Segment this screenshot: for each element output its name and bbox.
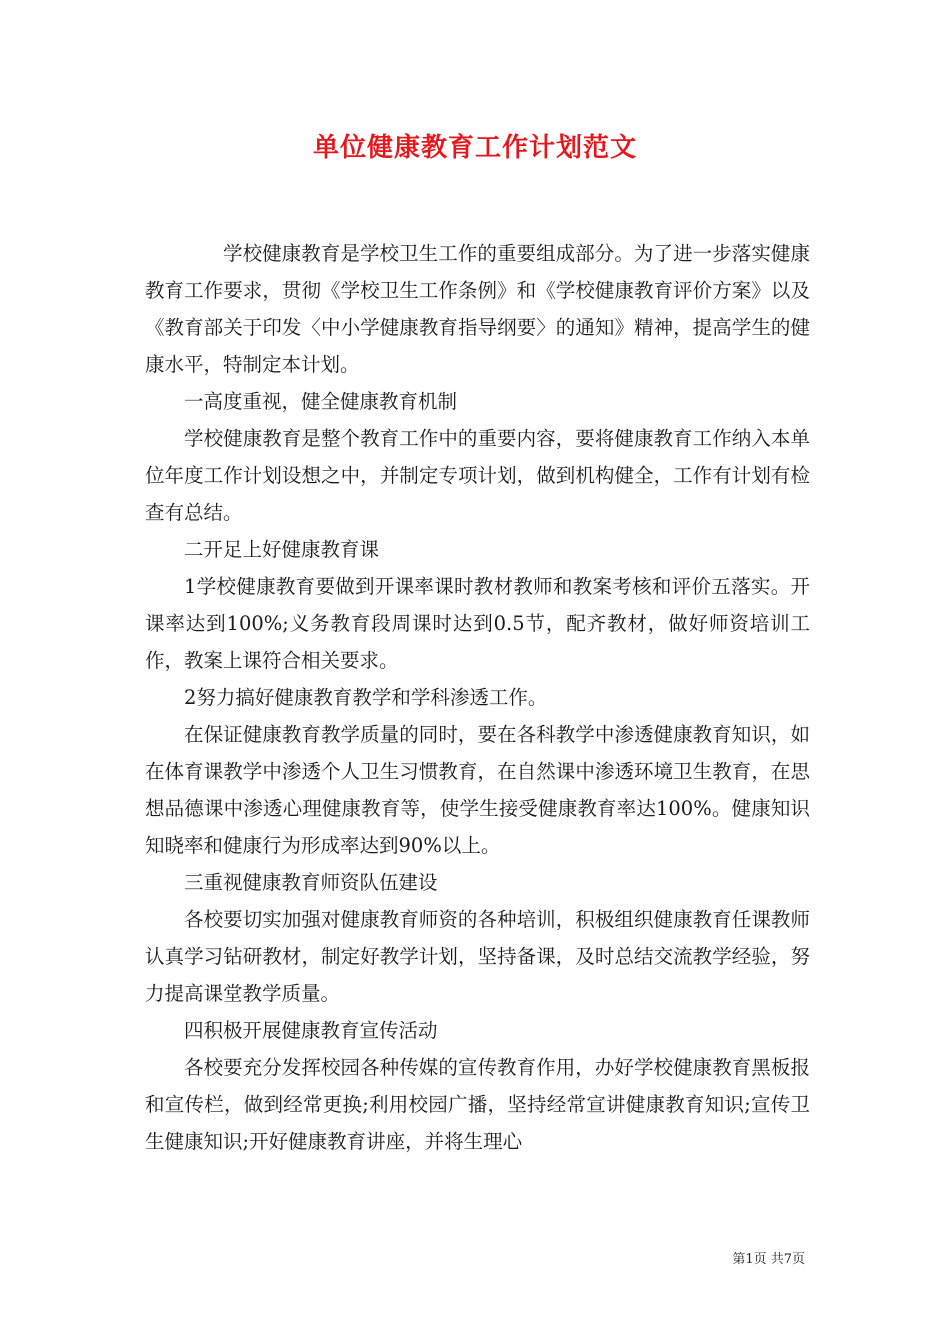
paragraph: 各校要充分发挥校园各种传媒的宣传教育作用，办好学校健康教育黑板报和宣传栏，做到经常更换;利用校园广播，坚持经常宣讲健康教育知识;宣传卫生健康知识;开好健康教育讲座，并将生理心 bbox=[145, 1056, 810, 1153]
paragraph: 学校健康教育是整个教育工作中的重要内容，要将健康教育工作纳入本单位年度工作计划设想之中，并制定专项计划，做到机构健全，工作有计划有检查有总结。 bbox=[145, 427, 810, 524]
section-heading-4: 四积极开展健康教育宣传活动 bbox=[184, 1019, 438, 1042]
document-title: 单位健康教育工作计划范文 bbox=[312, 133, 637, 163]
paragraph-intro: 学校健康教育是学校卫生工作的重要组成部分。为了进一步落实健康教育工作要求，贯彻《学校卫生工作条例》和《学校健康教育评价方案》以及《教育部关于印发〈中小学健康教育指导纲要〉的通知》精神，提高学生的健康水平，特制定本计划。 bbox=[145, 242, 810, 376]
sub-heading: 2努力搞好健康教育教学和学科渗透工作。 bbox=[184, 686, 548, 709]
paragraph: 各校要切实加强对健康教育师资的各种培训，积极组织健康教育任课教师认真学习钻研教材，制定好教学计划，坚持备课，及时总结交流教学经验，努力提高课堂教学质量。 bbox=[145, 908, 810, 1005]
section-heading-3: 三重视健康教育师资队伍建设 bbox=[184, 871, 438, 894]
document-body bbox=[145, 235, 810, 1160]
section-heading-2: 二开足上好健康教育课 bbox=[184, 538, 380, 561]
page-number: 第1页 共7页 bbox=[732, 1252, 805, 1267]
section-heading-1: 一高度重视，健全健康教育机制 bbox=[184, 390, 458, 413]
paragraph: 1学校健康教育要做到开课率课时教材教师和教案考核和评价五落实。开课率达到100%;义务教育段周课时达到0.5节，配齐教材，做好师资培训工作，教案上课符合相关要求。 bbox=[145, 575, 810, 672]
paragraph: 在保证健康教育教学质量的同时，要在各科教学中渗透健康教育知识，如在体育课教学中渗透个人卫生习惯教育，在自然课中渗透环境卫生教育，在思想品德课中渗透心理健康教育等，使学生接受健康教育率达100%。健康知识知晓率和健康行为形成率达到90%以上。 bbox=[145, 723, 810, 857]
